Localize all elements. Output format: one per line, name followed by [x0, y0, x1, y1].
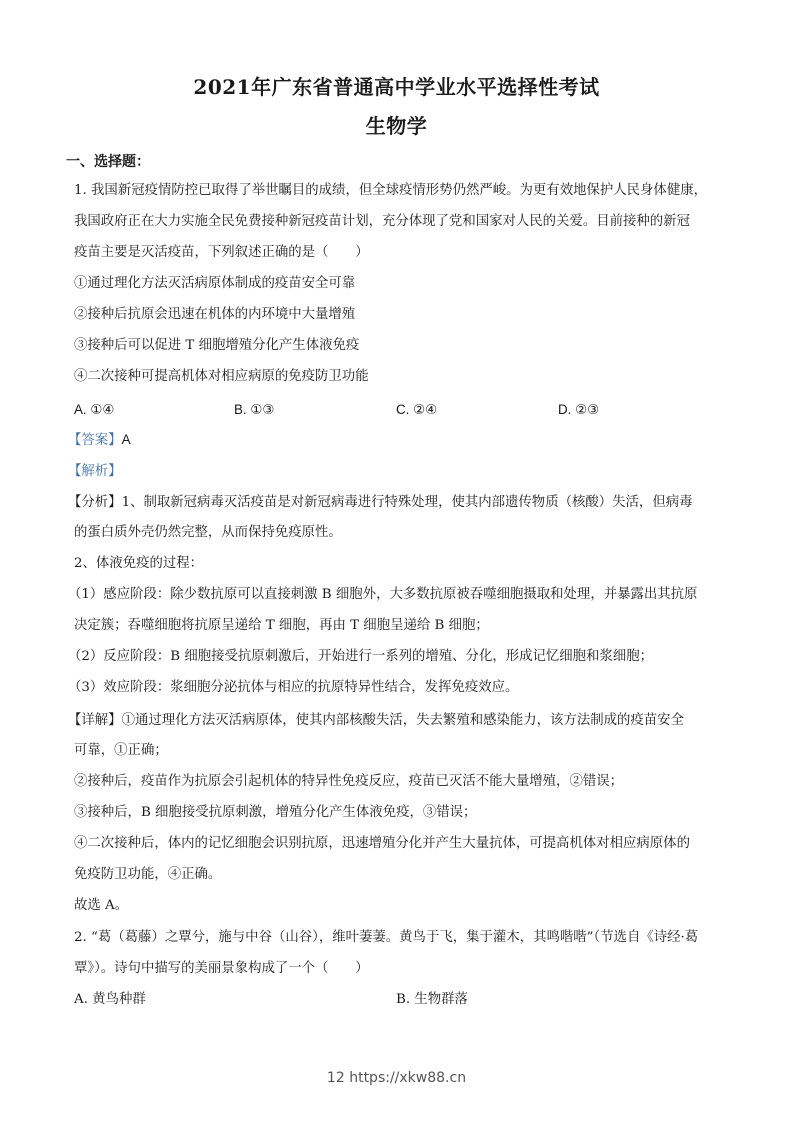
q1-statement: ②接种后抗原会迅速在机体的内环境中大量增殖 — [74, 307, 356, 322]
analysis-tag: 【解析】 — [68, 463, 122, 478]
page-number: 12 — [326, 1070, 345, 1086]
footer-url[interactable]: https://xkw88.cn — [349, 1070, 467, 1086]
detail-line: 故选 A。 — [74, 898, 129, 913]
exam-title: 2021年广东省普通高中学业水平选择性考试 — [193, 75, 600, 99]
q1-option-b: B. ①③ — [234, 402, 275, 417]
detail-line: ④二次接种后，体内的记忆细胞会识别抗原，迅速增殖分化并产生大量抗体，可提高机体对相应病原体的 — [74, 836, 690, 851]
q1-statement: ①通过理化方法灭活病原体制成的疫苗安全可靠 — [74, 276, 356, 291]
answer-tag: 【答案】 — [68, 432, 122, 447]
detail-line: 免疫防卫功能，④正确。 — [74, 867, 222, 882]
answer-line — [68, 431, 131, 450]
q1-stem-line: 1. 我国新冠疫情防控已取得了举世瞩目的成绩，但全球疫情形势仍然严峻。为更有效地保护人民身体健康， — [74, 183, 707, 198]
analysis-line: 2、体液免疫的过程： — [74, 556, 204, 571]
page-footer — [0, 1070, 793, 1086]
q2-stem-line: 覃》）。诗句中描写的美丽景象构成了一个（ ） — [74, 961, 369, 976]
analysis-line: （1）感应阶段：除少数抗原可以直接刺激 B 细胞外，大多数抗原被吞噬细胞摄取和处理，并暴露出其抗原 — [68, 587, 698, 602]
q1-statement: ③接种后可以促进 T 细胞增殖分化产生体液免疫 — [74, 338, 360, 353]
detail-label: 【详解】 — [68, 712, 122, 727]
q2-option-b: B. 生物群落 — [396, 992, 468, 1007]
q2-stem-line: 2. “葛（葛藤）之覃兮，施与中谷（山谷），维叶萋萋。黄鸟于飞，集于灌木，其鸣喈喈”（节选自《诗经·葛 — [74, 930, 699, 945]
detail-line: ③接种后，B 细胞接受抗原刺激，增殖分化产生体液免疫，③错误； — [74, 805, 477, 820]
analysis-label: 【分析】 — [68, 494, 122, 509]
analysis-text: 1、制取新冠病毒灭活疫苗是对新冠病毒进行特殊处理，使其内部遗传物质（核酸）失活，但病毒 — [121, 495, 693, 510]
q1-stem-line: 疫苗主要是灭活疫苗，下列叙述正确的是（ ） — [74, 245, 369, 260]
q1-option-c: C. ②④ — [396, 402, 438, 417]
analysis-line — [68, 493, 693, 512]
detail-line — [68, 711, 684, 730]
detail-line: 可靠，①正确； — [74, 743, 168, 758]
q1-statement: ④二次接种可提高机体对相应病原的免疫防卫功能 — [74, 369, 369, 384]
q2-option-a: A. 黄鸟种群 — [74, 992, 146, 1007]
section-heading: 一、选择题： — [66, 154, 150, 170]
detail-text: ①通过理化方法灭活病原体，使其内部核酸失活，失去繁殖和感染能力，该方法制成的疫苗安全 — [121, 713, 684, 728]
analysis-line: （2）反应阶段：B 细胞接受抗原刺激后，开始进行一系列的增殖、分化，形成记忆细胞和浆细胞； — [68, 649, 654, 664]
analysis-line: （3）效应阶段：浆细胞分泌抗体与相应的抗原特异性结合，发挥免疫效应。 — [68, 680, 519, 695]
subject-title: 生物学 — [365, 114, 428, 138]
q1-stem-line: 我国政府正在大力实施全民免费接种新冠疫苗计划，充分体现了党和国家对人民的关爱。目前接种的新冠 — [74, 214, 690, 229]
q1-option-d: D. ②③ — [558, 402, 600, 417]
detail-line: ②接种后，疫苗作为抗原会引起机体的特异性免疫反应，疫苗已灭活不能大量增殖，②错误； — [74, 774, 624, 789]
analysis-line: 的蛋白质外壳仍然完整，从而保持免疫原性。 — [74, 525, 342, 540]
answer-value: A — [121, 432, 131, 447]
analysis-line: 决定簇；吞噬细胞将抗原呈递给 T 细胞，再由 T 细胞呈递给 B 细胞； — [74, 618, 489, 633]
q1-option-a: A. ①④ — [74, 402, 115, 417]
